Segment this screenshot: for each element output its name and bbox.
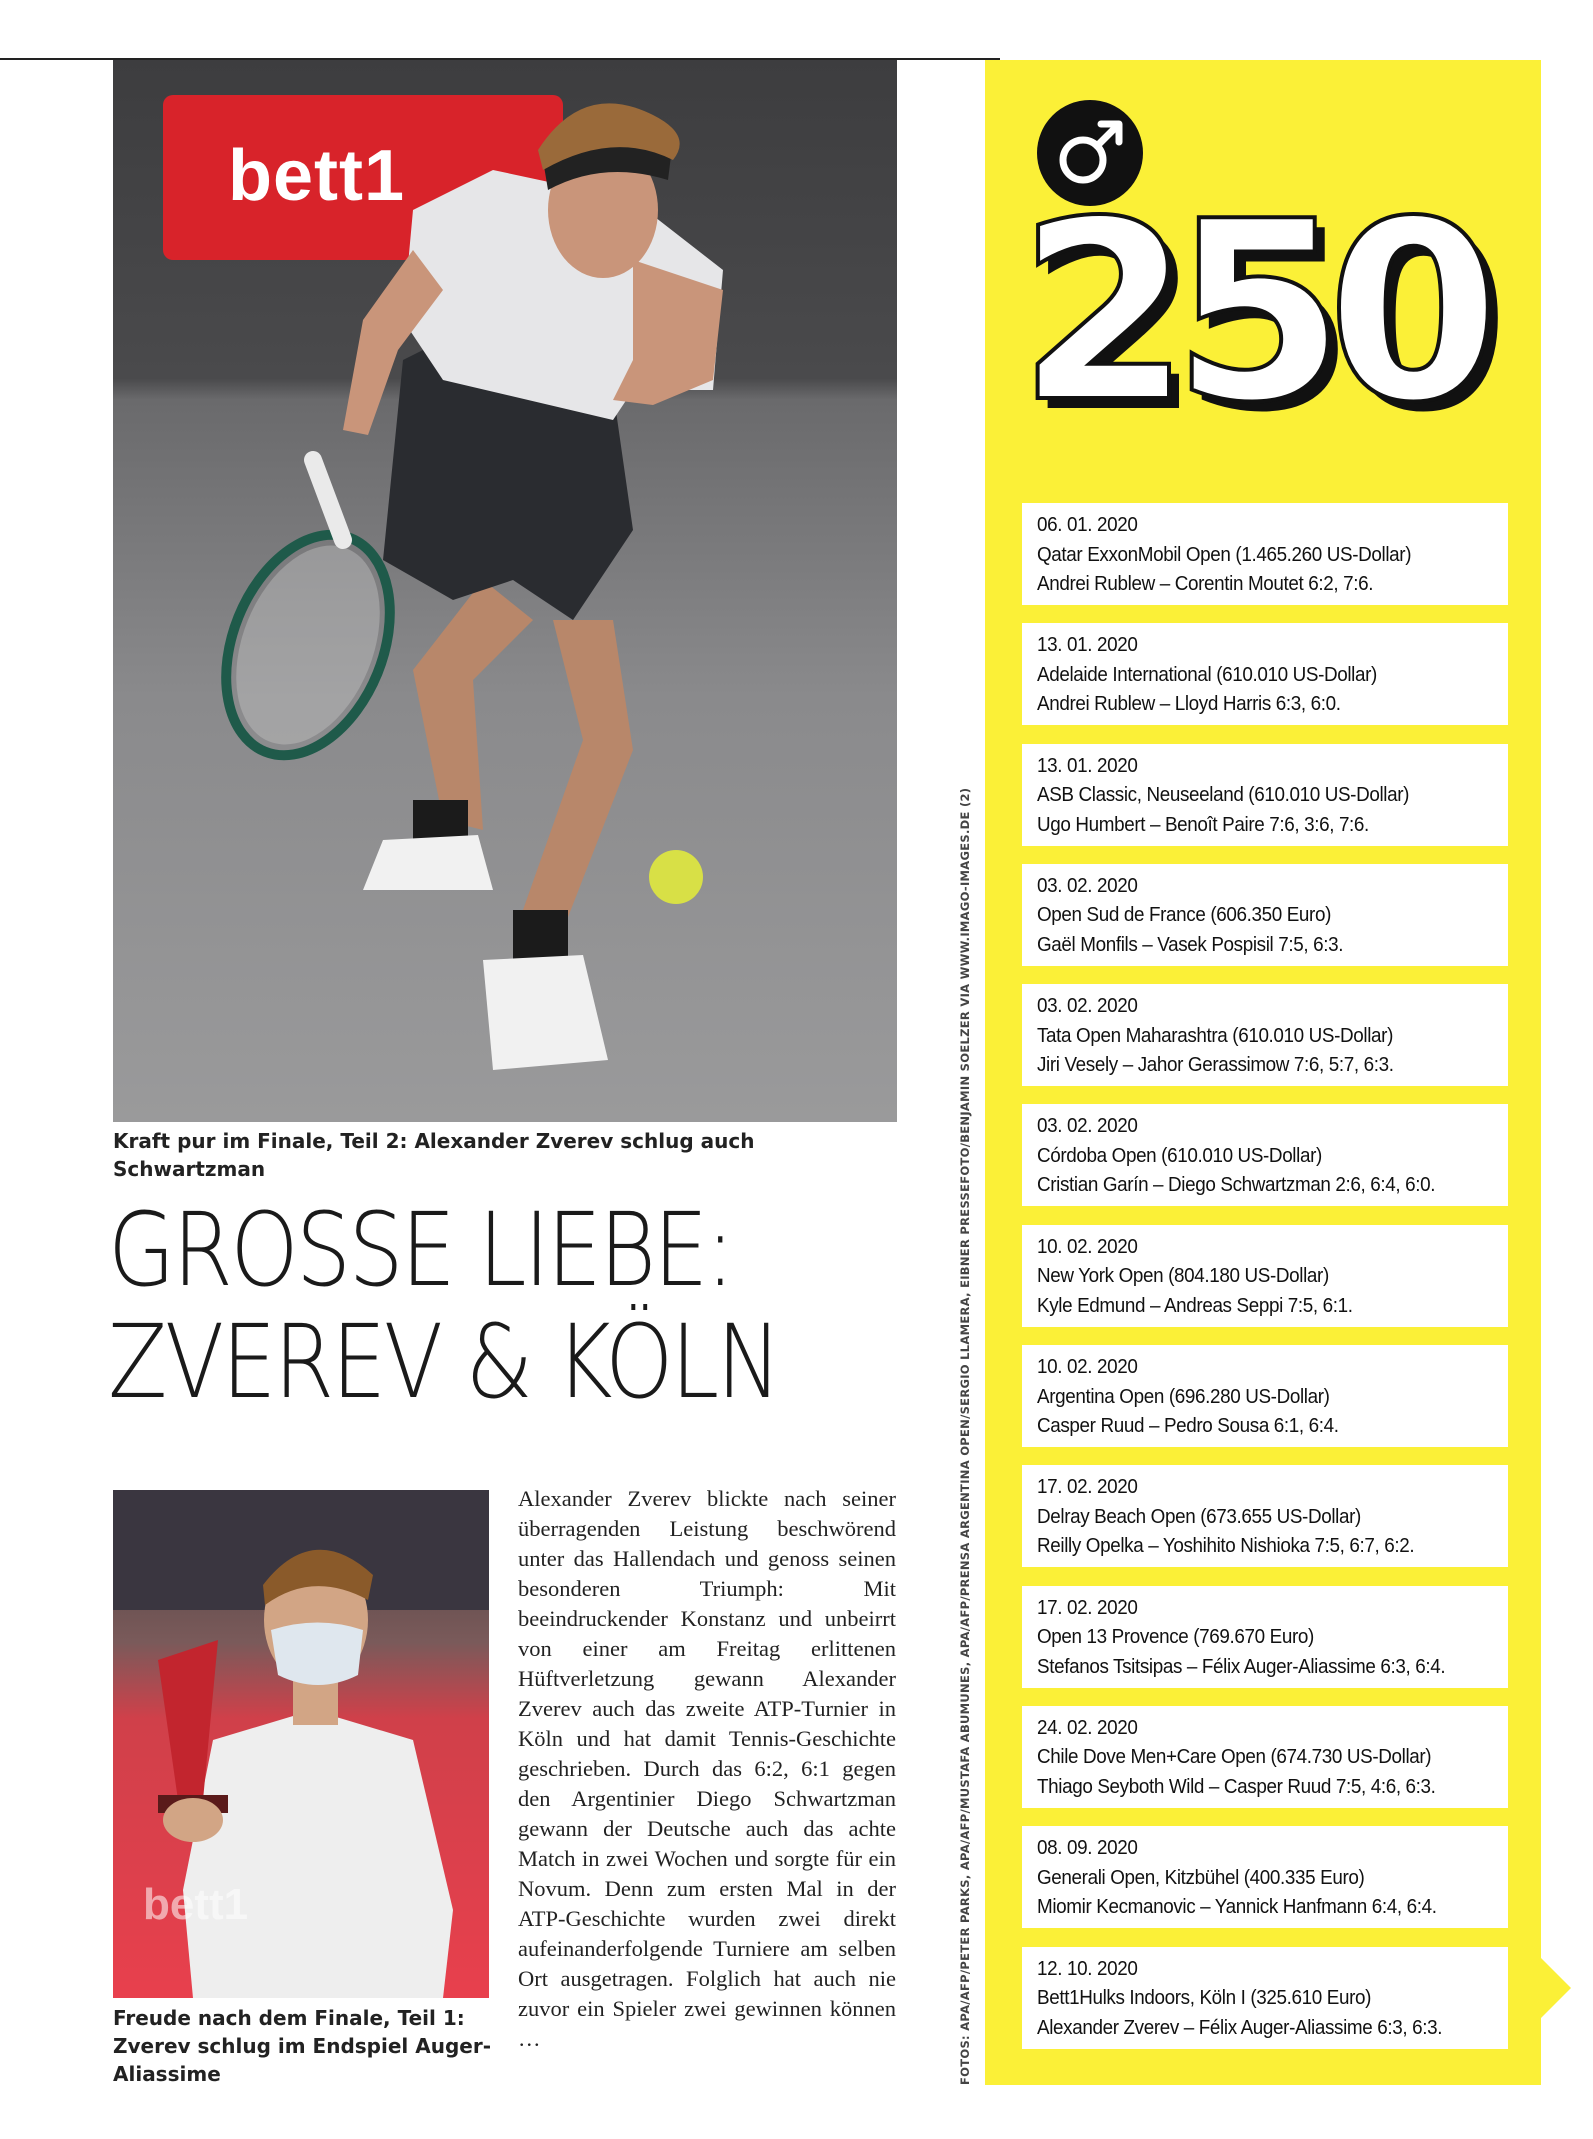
tournament-date: 17. 02. 2020 bbox=[1037, 1475, 1138, 1499]
tournament-event: Delray Beach Open (673.655 US-Dollar) bbox=[1037, 1504, 1361, 1528]
tournament-card bbox=[1022, 503, 1508, 605]
tournament-event: Open 13 Provence (769.670 Euro) bbox=[1037, 1625, 1314, 1649]
tournament-date: 03. 02. 2020 bbox=[1037, 873, 1138, 897]
tournament-card bbox=[1022, 744, 1508, 846]
trophy-photo-brand-text: bett1 bbox=[143, 1880, 249, 1929]
panel-arrow bbox=[1541, 1958, 1571, 2018]
headline-line-1: GROSSE LIEBE: bbox=[108, 1191, 733, 1310]
tournament-result: Gaël Monfils – Vasek Pospisil 7:5, 6:3. bbox=[1037, 932, 1344, 956]
tournament-card bbox=[1022, 1104, 1508, 1206]
tournament-event: Adelaide International (610.010 US-Dollar) bbox=[1037, 662, 1377, 686]
tournament-date: 13. 01. 2020 bbox=[1037, 633, 1138, 657]
tournament-event: Open Sud de France (606.350 Euro) bbox=[1037, 903, 1332, 927]
tournament-date: 06. 01. 2020 bbox=[1037, 513, 1138, 536]
tournament-list bbox=[1022, 503, 1508, 2067]
tournament-result: Jiri Vesely – Jahor Gerassimow 7:6, 5:7, 6:3. bbox=[1037, 1053, 1394, 1077]
tournament-date: 08. 09. 2020 bbox=[1037, 1836, 1138, 1860]
article-body: Alexander Zverev blickte nach seiner überragenden Leistung beschwörend unter das Hallendach und genoss seinen besonderen Triumph: Mit beeindruckender Konstanz und unbeirrt von einer am Freitag erlittenen Hüftverletzung gewann Alexander Zverev auch das zweite ATP-Turnier in Köln und hat damit Tennis-Geschichte geschrieben. Durch das 6:2, 6:1 gegen den Argentinier Diego Schwartzman gewann der Deutsche auch das achte Match in zwei Wochen und sorgte für ein Novum. Denn zum ersten Mal in der ATP-Geschichte wurden zwei direkt aufeinanderfolgende Turniere am selben Ort ausgetragen. Folglich hat auch nie zuvor ein Spieler zwei gewinnen können … bbox=[518, 1486, 896, 2051]
tournament-event: Córdoba Open (610.010 US-Dollar) bbox=[1037, 1143, 1322, 1167]
tournament-date: 13. 01. 2020 bbox=[1037, 753, 1138, 777]
tournament-card bbox=[1022, 1947, 1508, 2049]
tournament-card bbox=[1022, 1826, 1508, 1928]
tournament-card bbox=[1022, 1706, 1508, 1808]
headline-line-2: ZVEREV & KÖLN bbox=[108, 1303, 779, 1422]
hero-photo-caption: Kraft pur im Finale, Teil 2: Alexander Zverev schlug auch Schwartzman bbox=[113, 1129, 755, 1181]
tournament-event: Argentina Open (696.280 US-Dollar) bbox=[1037, 1384, 1330, 1408]
tournament-event: Qatar ExxonMobil Open (1.465.260 US-Dollar) bbox=[1037, 542, 1412, 566]
tournament-date: 10. 02. 2020 bbox=[1037, 1355, 1138, 1379]
tournament-event: Chile Dove Men+Care Open (674.730 US-Dollar) bbox=[1037, 1745, 1432, 1769]
tournament-result: Cristian Garín – Diego Schwartzman 2:6, 6:4, 6:0. bbox=[1037, 1173, 1436, 1197]
page-title bbox=[108, 1191, 788, 1422]
tournament-event: New York Open (804.180 US-Dollar) bbox=[1037, 1264, 1329, 1288]
tournament-result: Thiago Seyboth Wild – Casper Ruud 7:5, 4:6, 6:3. bbox=[1037, 1774, 1436, 1798]
tournament-result: Andrei Rublew – Lloyd Harris 6:3, 6:0. bbox=[1037, 692, 1341, 716]
tournament-result: Andrei Rublew – Corentin Moutet 6:2, 7:6. bbox=[1037, 572, 1374, 595]
tournament-result: Miomir Kecmanovic – Yannick Hanfmann 6:4, 6:4. bbox=[1037, 1895, 1437, 1919]
trophy-photo bbox=[113, 1490, 489, 1998]
tournament-card bbox=[1022, 1225, 1508, 1327]
tournament-date: 17. 02. 2020 bbox=[1037, 1595, 1138, 1619]
tournament-event: ASB Classic, Neuseeland (610.010 US-Dollar) bbox=[1037, 783, 1410, 807]
tournament-result: Ugo Humbert – Benoît Paire 7:6, 3:6, 7:6. bbox=[1037, 812, 1369, 836]
tournament-date: 03. 02. 2020 bbox=[1037, 1114, 1138, 1138]
tournament-date: 03. 02. 2020 bbox=[1037, 994, 1138, 1018]
tournament-date: 10. 02. 2020 bbox=[1037, 1234, 1138, 1258]
tournament-result: Reilly Opelka – Yoshihito Nishioka 7:5, 6:7, 6:2. bbox=[1037, 1534, 1415, 1558]
tournament-result: Kyle Edmund – Andreas Seppi 7:5, 6:1. bbox=[1037, 1293, 1353, 1317]
tournament-event: Generali Open, Kitzbühel (400.335 Euro) bbox=[1037, 1865, 1365, 1889]
tournament-card bbox=[1022, 623, 1508, 725]
tennis-player-illustration bbox=[113, 60, 897, 1122]
tournament-card bbox=[1022, 1465, 1508, 1567]
tournament-category: 250 bbox=[1018, 169, 1482, 457]
tournament-result: Casper Ruud – Pedro Sousa 6:1, 6:4. bbox=[1037, 1414, 1339, 1438]
tournament-event: Tata Open Maharashtra (610.010 US-Dollar) bbox=[1037, 1023, 1394, 1047]
tournament-date: 12. 10. 2020 bbox=[1037, 1956, 1138, 1980]
tournament-card bbox=[1022, 864, 1508, 966]
tournament-event: Bett1Hulks Indoors, Köln I (325.610 Euro) bbox=[1037, 1986, 1372, 2010]
tournament-result: Alexander Zverev – Félix Auger-Aliassime 6:3, 6:3. bbox=[1037, 2015, 1443, 2039]
tournament-date: 24. 02. 2020 bbox=[1037, 1715, 1138, 1739]
hero-photo bbox=[113, 60, 897, 1122]
photo-credit: FOTOS: APA/AFP/PETER PARKS, APA/AFP/MUSTAFA ABUMUNES, APA/AFP/PRENSA ARGENTINA OPEN/SERGIO LLAMERA, EIBNER PRESSEFOTO/BENJAMIN SOELZER VIA WWW.IMAGO-IMAGES.DE (2) bbox=[958, 787, 972, 2085]
trophy-photo-caption: Freude nach dem Finale, Teil 1: Zverev schlug im Endspiel Auger-Aliassime bbox=[113, 2006, 491, 2086]
tournament-card bbox=[1022, 1345, 1508, 1447]
tournament-card bbox=[1022, 984, 1508, 1086]
tournament-card bbox=[1022, 1586, 1508, 1688]
banner-logo-text: bett1 bbox=[228, 136, 406, 216]
tournament-result: Stefanos Tsitsipas – Félix Auger-Aliassime 6:3, 6:4. bbox=[1037, 1654, 1446, 1678]
